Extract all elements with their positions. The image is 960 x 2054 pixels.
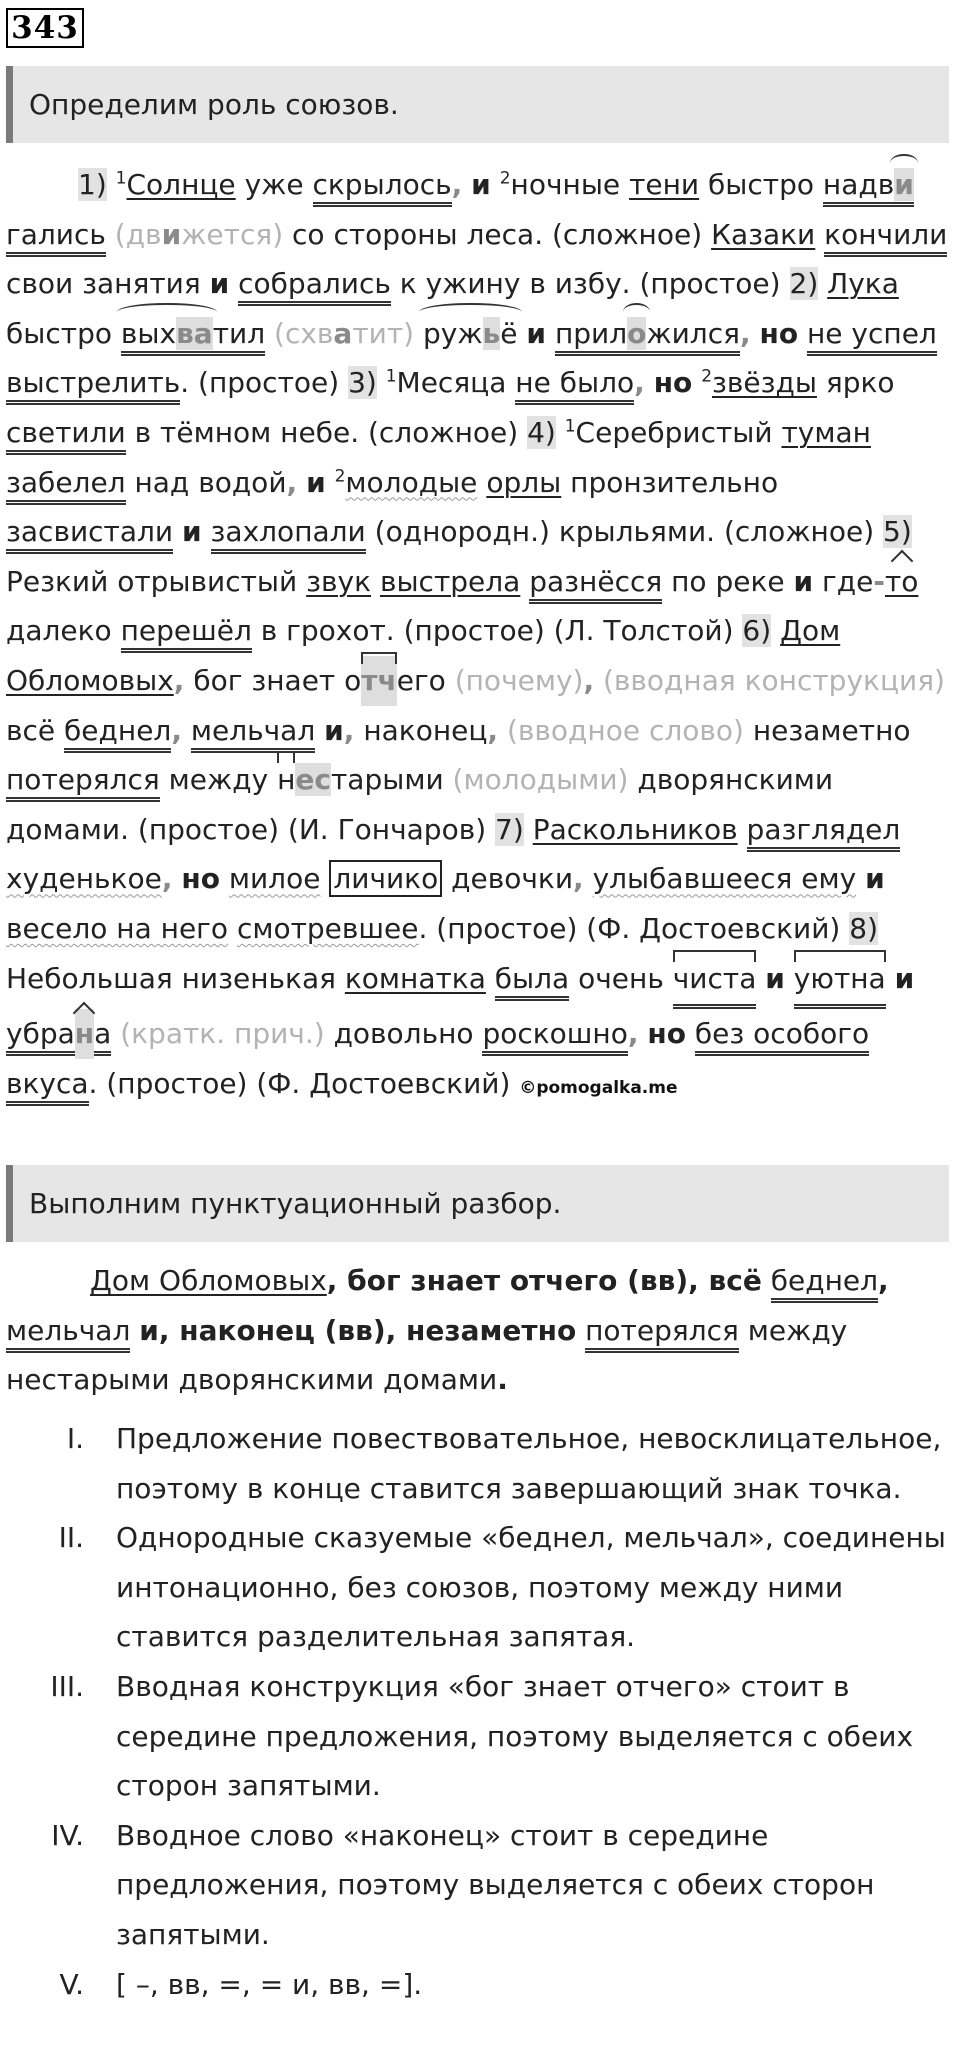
intro-part: и, наконец (вв), незаметно	[139, 1313, 577, 1347]
subject: Солнце	[126, 168, 236, 201]
comma: ,	[161, 862, 173, 896]
word: над водой	[134, 465, 287, 499]
word: Резкий отрывистый	[6, 564, 298, 598]
predicate: без особого вкуса	[6, 1017, 869, 1106]
object: ружьё	[423, 309, 518, 359]
word: где-то	[822, 565, 918, 598]
comma: ,	[487, 713, 499, 747]
word: быстро	[6, 316, 112, 350]
conjunction: и	[471, 168, 491, 201]
predicate: перешёл	[121, 614, 252, 653]
root	[894, 160, 914, 210]
item-text: Вводная конструкция «бог знает отчего» стоит в середине предложения, поэтому выделяется с обеих сторон запятыми.	[116, 1669, 914, 1803]
word: в тёмном небе. (сложное)	[134, 415, 519, 449]
part-index: 1	[385, 367, 397, 388]
item-text: Однородные сказуемые «беднел, мельчал», соединены интонационно, без союзов, поэтому между ними ставится разделительная запятая.	[116, 1521, 946, 1654]
conjunction: но	[181, 862, 220, 896]
conjunction: но	[759, 316, 799, 350]
predicate: уютна	[794, 954, 886, 1010]
subject: Раскольников	[532, 812, 738, 846]
comma: ,	[634, 366, 645, 400]
attribute: худенькое	[6, 862, 162, 896]
root: выхва	[121, 309, 213, 359]
word: к ужину в избу. (простое)	[399, 267, 781, 301]
vowel-letter: и	[894, 168, 914, 201]
subject: Дом Обломовых	[6, 614, 841, 697]
word: между нестарыми дворянскими домами	[6, 1313, 848, 1397]
predicate: потерялся	[585, 1314, 739, 1353]
sentences-paragraph	[6, 160, 950, 1113]
prefix: н	[277, 755, 295, 805]
subject-part: выстрела	[379, 564, 521, 598]
word: свои занятия	[6, 267, 201, 301]
num-8: 8)	[849, 911, 878, 945]
part-index: 2	[701, 367, 713, 388]
predicate: не успел выстрелить	[6, 317, 937, 406]
word: довольно	[333, 1017, 474, 1051]
section-header-punctuation: Выполним пунктуационный разбор.	[6, 1165, 949, 1242]
participle-phrase: весело на него	[6, 911, 229, 945]
num-4: 4)	[527, 415, 556, 449]
conjunction: и	[526, 316, 547, 350]
comma: ,	[451, 168, 463, 201]
period: .	[497, 1363, 508, 1397]
word: со стороны леса. (сложное)	[292, 217, 703, 251]
comma: ,	[171, 713, 182, 747]
check-word: (движется)	[114, 217, 284, 251]
subject: тени	[629, 168, 700, 201]
num-1: 1)	[78, 168, 107, 201]
predicate: захлопали	[211, 515, 366, 554]
subject: орлы	[486, 465, 562, 499]
num-2: 2)	[789, 267, 819, 301]
word: всё	[6, 713, 56, 747]
letters: ес	[295, 763, 331, 797]
note: (вводная конструкция)	[603, 663, 945, 697]
item-number: I.	[66, 1422, 84, 1455]
predicate: собрались	[238, 267, 391, 306]
subject: Лука	[827, 267, 899, 301]
check-word: (схватит)	[274, 316, 415, 350]
predicate: убрана	[6, 1017, 111, 1056]
parse-paragraph	[6, 1256, 950, 1405]
word: незаметно	[752, 713, 911, 747]
suffix: н	[75, 1009, 94, 1059]
num-5: 5)	[883, 515, 912, 549]
note: (кратк. прич.)	[120, 1017, 325, 1051]
subject: звук	[306, 564, 372, 598]
prefix: надв	[822, 168, 895, 201]
word: в грохот.	[260, 614, 395, 648]
comma: ,	[627, 1017, 639, 1051]
predicate: беднел	[771, 1264, 878, 1303]
predicate: разнёсся	[529, 565, 662, 604]
item-number: II.	[58, 1521, 84, 1555]
predicate: мельчал	[6, 1314, 130, 1353]
word: (однородн.)	[374, 515, 550, 549]
word: дворянскими домами. (простое) (И. Гончаров)	[6, 763, 834, 846]
conjunction: и	[894, 961, 915, 995]
analysis-item	[6, 1513, 950, 1662]
analysis-item	[6, 1960, 950, 2010]
predicate: была	[495, 962, 569, 1001]
conjunction: но	[647, 1017, 686, 1051]
note: (вводное слово)	[506, 713, 744, 747]
predicate: засвистали	[6, 515, 173, 554]
item-number: III.	[50, 1669, 84, 1703]
subject: Дом Обломовых	[90, 1264, 327, 1297]
check-word: (почему)	[454, 663, 584, 697]
word: между	[168, 763, 269, 797]
item-text: [ –, вв, =, = и, вв, =].	[116, 1967, 423, 2001]
word: уже	[244, 168, 304, 201]
comma: ,	[286, 465, 298, 499]
attribute: милое	[228, 862, 321, 896]
predicate: потерялся	[6, 763, 160, 802]
predicate: разглядел	[747, 813, 901, 852]
analysis-item	[6, 1662, 950, 1811]
word: (простое) (Л. Толстой)	[403, 614, 734, 648]
comma: ,	[343, 713, 355, 747]
predicate: приложился	[555, 317, 740, 356]
word: ярко	[825, 366, 895, 400]
num-3: 3)	[348, 366, 377, 400]
conjunction: и	[182, 515, 202, 549]
predicate: не было	[515, 366, 634, 405]
part-index: 1	[115, 168, 127, 189]
root: о	[627, 309, 646, 359]
predicate: забелел	[6, 466, 126, 505]
section-header-roles: Определим роль союзов.	[6, 66, 949, 143]
comma: ,	[739, 316, 751, 350]
word: крыльями. (сложное)	[558, 515, 875, 549]
num-6: 6)	[742, 614, 772, 648]
conjunction: и	[324, 713, 344, 747]
word: ночные	[510, 168, 621, 201]
subject: комнатка	[344, 961, 486, 995]
conjunction: и	[793, 564, 814, 598]
task-number: 343	[6, 8, 84, 48]
word: далеко	[6, 614, 112, 648]
particle: то	[885, 557, 918, 607]
sentences-body	[6, 160, 950, 1113]
word: Месяца	[396, 366, 507, 400]
word: девочки	[451, 862, 574, 896]
boxed-word: личико	[329, 860, 442, 897]
item-number: V.	[59, 1967, 84, 2001]
suffix: гались	[6, 217, 106, 251]
predicate: светили	[6, 416, 126, 455]
predicate: чиста	[673, 954, 757, 1010]
conjunction: но	[653, 366, 693, 400]
intro-part: , бог знает отчего (вв), всё	[326, 1264, 762, 1297]
word: наконец	[363, 713, 488, 747]
analysis-item	[6, 1414, 950, 1513]
analysis-list	[6, 1414, 950, 2009]
attribute: молодые	[345, 465, 478, 499]
conjunction: и	[765, 961, 785, 995]
word: . (простое)	[180, 366, 340, 400]
predicate: скрылось	[313, 168, 452, 207]
analysis-item	[6, 1811, 950, 1960]
word: быстро	[708, 168, 814, 201]
num-7: 7)	[495, 812, 524, 846]
word: . (простое) (Ф. Достоевский)	[88, 1066, 511, 1100]
subject: звёзды	[712, 366, 817, 400]
word: Небольшая низенькая	[6, 961, 336, 995]
word: нестарыми	[277, 763, 444, 796]
parse-sentence	[6, 1256, 950, 1405]
conjunction: и	[209, 267, 230, 301]
part-index: 1	[564, 416, 576, 437]
predicate: мельчал	[191, 714, 315, 753]
word: очень	[578, 961, 664, 995]
conjunction: и	[865, 862, 885, 896]
copyright: ©pomogalka.me	[519, 1077, 678, 1098]
word: по реке	[671, 564, 785, 598]
word: . (простое) (Ф. Достоевский)	[418, 911, 841, 945]
comma: ,	[573, 862, 584, 896]
comma: ,	[173, 663, 185, 697]
predicate: кончили	[824, 218, 947, 257]
participle-phrase: улыбавшееся ему	[592, 862, 857, 896]
prefix: тч	[361, 656, 396, 706]
word: Серебристый	[575, 415, 773, 449]
comma: ,	[583, 663, 595, 697]
item-text: Вводное слово «наконец» стоит в середине предложения, поэтому выделяется с обеих сторон запятыми.	[116, 1818, 875, 1951]
subject: Казаки	[711, 217, 816, 251]
comma: ,	[878, 1264, 889, 1297]
item-text: Предложение повествовательное, невосклицательное, поэтому в конце ставится завершающий знак точка.	[116, 1422, 942, 1505]
predicate: беднел	[64, 714, 171, 753]
check-word: (молодыми)	[452, 763, 629, 797]
word: бог знает отчего	[193, 664, 445, 697]
participle-phrase: смотревшее	[236, 911, 419, 945]
subject: туман	[781, 415, 871, 449]
part-index: 2	[499, 168, 511, 189]
predicate: выхватил	[121, 317, 265, 356]
item-number: IV.	[51, 1818, 84, 1852]
conjunction: и	[306, 465, 326, 499]
predicate: роскошно	[482, 1017, 627, 1056]
part-index: 2	[334, 466, 346, 487]
word: пронзительно	[570, 465, 779, 499]
